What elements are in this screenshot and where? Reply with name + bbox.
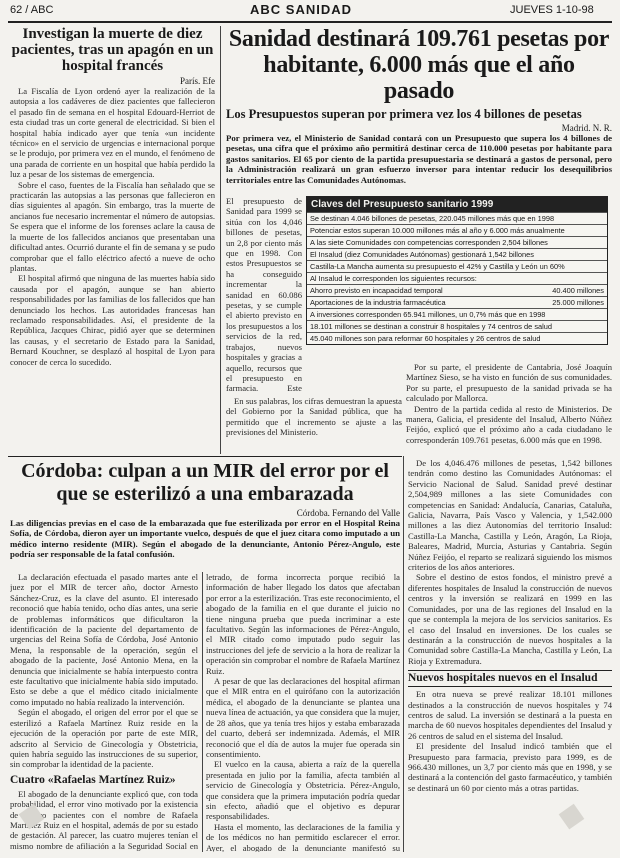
main-article-lead: Por primera vez, el Ministerio de Sanidad contará con un Presupuesto que supera los 4 billones de pesetas, una cifra que el próximo año permitirá destinar cerca de 110.000 pesetas por habitante para gastos sanitarios. El 65 por ciento de la partida presupuestaria se destinará a gastos de personal, pero la Administración realizará un gran esfuerzo inversor para intentar reducir los desequilibrios territoriales entre las Comunidades Autónomas. bbox=[226, 133, 612, 185]
budget-pair bbox=[307, 296, 607, 308]
cordoba-article-paragraph: El vuelco en la causa, abierta a raíz de la querella presentada en julio por la familia, afecta también al servicio de Ginecología y Obstetricia. Pérez-Angulo, que considera que la primera imputación podría quedar sin efecto, añadió que el objetivo es depurar responsabilidades. bbox=[206, 759, 400, 822]
main-article-paragraph: El presidente del Insalud indicó también que el Presupuesto para farmacia, previsto para 1999, es de 966.430 millones, un 3,7 por ciento más que en 1998, y se destinará a la contención del gasto farmacéutico, y también se destinará un 60 por ciento más a otras partidas. bbox=[408, 741, 612, 793]
main-article-subtitle: Los Presupuestos superan por primera vez los 4 billones de pesetas bbox=[226, 107, 582, 121]
left-article-byline: París. Efe bbox=[180, 76, 215, 86]
cordoba-article-header bbox=[10, 460, 400, 560]
budget-box-title: Claves del Presupuesto sanitario 1999 bbox=[307, 197, 607, 212]
main-article-paragraph: El presupuesto de Sanidad para 1999 se sitúa con los 4,046 billones de pesetas, un 2,8 por ciento más que en 1998. Con estos Presupuestos se ha conseguido incrementar la sanidad en 60.086 pesetas, y se cumple el abierto previsto en los presupuestos a los servicios de la red, trabajos, nuevos hospitales y gracias a aquello, recursos que el presupuesto en farmacia. Este bbox=[226, 196, 302, 394]
main-article-column bbox=[226, 396, 402, 450]
column-divider bbox=[202, 572, 203, 852]
main-article-paragraph: Sobre el destino de estos fondos, el ministro prevé a diferentes hospitales de Insalud la construcción de nuevos centros y la inversión se realizará en 1999 en las Comunidades, por una de las regiones del Insalud en la que se contempla la mejora de los servicios sanitarios. Es el caso del Insalud en inversiones. De los cuales se destinarán a la construcción de nuevos hospitales a la Comunidad sobre Castilla-La Mancha, Castilla y León, La Rioja y Extremadura. bbox=[408, 572, 612, 666]
main-article-title: Sanidad destinará 109.761 pesetas por habitante, 6.000 más que el año pasado bbox=[228, 26, 610, 104]
left-article-paragraph: El hospital afirmó que ninguna de las muertes había sido causada por el apagón, aunque se han abierto responsabilidades por las familias de los fallecidos que han denunciado los hechos. Las autoridades francesas han reclamado responsabilidades. Así, el presidente de la República, Jacques Chirac, pidió ayer que se determinen las causas, y el secretario de Estado para la Sanidad, Bernard Kouchner, se desplazó al hospital de Lyon para conocer de cerca lo sucedido. bbox=[10, 273, 215, 367]
budget-row: Se destinan 4.046 billones de pesetas, 220.045 millones más que en 1998 bbox=[307, 212, 607, 224]
budget-row: A las siete Comunidades con competencias corresponden 2,504 billones bbox=[307, 236, 607, 248]
cordoba-article-subhead: Cuatro «Rafaelas Martínez Ruiz» bbox=[10, 773, 176, 786]
main-article-paragraph: En otra nueva se prevé realizar 18.101 millones destinados a la construcción de nuevos hospitales y 74 centros de salud. La inversión se destinará a la puesta en marcha de 60 nuevos hospitales dependientes del Insalud y 26 centros de salud en el sistema del Insalud. bbox=[408, 689, 612, 741]
main-article-continuation bbox=[408, 458, 612, 852]
budget-pair-value: 40.400 millones bbox=[552, 286, 604, 295]
main-article-byline: Madrid. N. R. bbox=[561, 123, 612, 133]
budget-row: 45.040 millones son para reformar 60 hospitales y 26 centros de salud bbox=[307, 332, 607, 344]
budget-row: Al Insalud le corresponden los siguientes recursos: bbox=[307, 272, 607, 284]
budget-pair-value: 25.000 millones bbox=[552, 298, 604, 307]
main-article-paragraph: En sus palabras, los cifras demuestran la apuesta del Gobierno por la Sanidad pública, que ha permitido que el incremento se ajuste a las previsiones del Ministerio. bbox=[226, 396, 402, 438]
header-rule bbox=[8, 21, 612, 23]
cordoba-article-byline: Córdoba. Fernando del Valle bbox=[296, 508, 400, 518]
left-article-paragraph: Sobre el caso, fuentes de la Fiscalía han señalado que se practicarán las autopsias a las personas que fallecieron en días siguientes al apagón. Sin embargo, tras la muerte de ancianos fue necesario incrementar el número de autopsias. Se espera que el informe de los forenses aclare la causa de la muerte de los fallecidos ancianos que presentaban una dificultad antes. Ocurrió durante el fin de semana y se pudo comprobar que el fallo eléctrico afectó a nueve de ocho plantas. bbox=[10, 179, 215, 273]
main-article-subhead: Nuevos hospitales nuevos en el Insalud bbox=[408, 670, 612, 687]
cordoba-article-paragraph: A pesar de que las declaraciones del hospital afirman que el MIR entra en el quirófano con la autorización médica, el abogado de la denunciante se plantea una nueva línea de actuación, ya que considera que la mujer, de 28 años, que ya tenía tres hijos y estaba embarazada del cuarto, deberá ser indemnizada. Además, el MIR reconoció que el día de autos la mujer fue operada sin consentimiento. bbox=[206, 676, 400, 759]
left-article bbox=[10, 26, 215, 367]
cordoba-article-column bbox=[206, 572, 400, 852]
main-article-paragraph: Dentro de la partida cedida al resto de Ministerios. De manera, Galicia, el presidente del Insalud, Alberto Núñez Feijóo, explicó que el próximo año a cada ciudadano le corresponderán 109.761 pesetas, 6.000 más que en 1998. bbox=[406, 403, 612, 445]
section-title: ABC SANIDAD bbox=[250, 2, 352, 17]
cordoba-article-paragraph: Según el abogado, el origen del error por el que se esterilizó a Rafaela Martínez Ruiz reside en la ejecución de la operación por parte de este MIR, adscrito al Servicio de Ginecología y Obstetricia, quien habría seguido las instrucciones de su superior, sin comprobar la identidad de la paciente. bbox=[10, 707, 198, 770]
main-article-paragraph: De los 4,046.476 millones de pesetas, 1,542 billones tendrán como destino las Comunidades Autónomas: el Servicio Nacional de Salud. Sanidad prevé destinar 2,504,989 millones a las siete Comunidades con competencias en Sanidad: Andalucía, Canarias, Cataluña, Galicia, Navarra, País Vasco y Valencia, y 1,542.000 millones a las diez Autonomías del territorio Insalud: Castilla-La Mancha, Castilla y León, Aragón, La Rioja, Baleares, Madrid, Murcia, Asturias y Cantabria. Según Núñez Feijóo, el reparto se realizará siguiendo los mismos criterios de los años anteriores. bbox=[408, 458, 612, 573]
budget-row: A inversiones corresponden 65.941 millones, un 0,7% más que en 1998 bbox=[307, 308, 607, 320]
watermark-mark: ■ bbox=[9, 792, 53, 840]
column-divider bbox=[403, 456, 404, 852]
cordoba-article-paragraph: La declaración efectuada el pasado martes ante el juez por el MIR de tercer año, doctor Arnesto Sánchez-Cruz, es la clave del asunto. El interesado reconoció que había tenido, ocho días antes, una serie de problemas informáticos que dificultaron la identificación de la paciente del departamento de urgencias del Reina Sofía de Córdoba, José Antonio Mena, la responsable de la operación, según el abogado de la paciente, José Antonio Mena, en la denuncia que inicialmente se había interpuesto contra este facultativo que inicialmente había sido imputado. Esto se debe a que el médico citado inicialmente como imputado no había realizado la intervención. bbox=[10, 572, 198, 707]
cordoba-article-lead: Las diligencias previas en el caso de la embarazada que fue esterilizada por error en el Hospital Reina Sofía, de Córdoba, dieron ayer un importante vuelco, después de que el juez citara como imputado a un médico interno residente (MIR). Según el abogado de la denunciante, Antonio Pérez-Angulo, este podría ser responsable de la fatal confusión. bbox=[10, 518, 400, 560]
budget-pair bbox=[307, 284, 607, 296]
cordoba-article-paragraph: letrado, de forma incorrecta porque recibió la información de haber llegado los datos que afectaban por error a la esterilización. Tras este reconocimiento, el abogado de la familia en el que durante el juicio no tiene ninguna prueba que pueda incriminar a este facultativo. Según las informaciones de Pérez-Angulo, el MIR citado como imputado pudo seguir las instrucciones del jefe de servicio a la hora de realizar la operación sin comprobar el nombre de Rafaela Martínez Ruiz. bbox=[206, 572, 400, 676]
column-divider bbox=[220, 26, 221, 454]
cordoba-article-paragraph: El abogado de la denunciante explicó que, con toda probabilidad, el error vino motivado por la existencia de cuatro pacientes con el nombre de Rafaela Martínez Ruiz en el hospital, además de por su estado de gestación. Al parecer, las cuatro mujeres tenían el mismo nombre de afiliación a la Seguridad Social en bbox=[10, 788, 198, 851]
main-article-header bbox=[226, 26, 612, 185]
main-article-column bbox=[226, 196, 302, 394]
budget-row: Castilla-La Mancha aumenta su presupuesto el 42% y Castilla y León un 60% bbox=[307, 260, 607, 272]
page-number: 62 / ABC bbox=[10, 4, 54, 16]
section-rule bbox=[8, 456, 402, 457]
cordoba-article-title: Córdoba: culpan a un MIR del error por el que se esterilizó a una embarazada bbox=[21, 460, 389, 505]
budget-row: Potenciar estos superan 10.000 millones más al año y 6.000 más anualmente bbox=[307, 224, 607, 236]
budget-pair-label: Ahorro previsto en incapacidad temporal bbox=[310, 286, 443, 295]
left-article-paragraph: La Fiscalía de Lyon ordenó ayer la realización de la autopsia a los cadáveres de diez pacientes que fallecieron el pasado fin de semana en el hospital Edouard-Herriot de esta ciudad tras un corte general de electricidad. Si bien el hospital había indicado ayer que tenía «un incidente técnico» en el servicio de urgencias e internacional porque se le produjo, por primera vez en el mundo, el fenómeno de una parada de corriente en un hospital que había perdido la luz a pesar de los sistemas de emergencia. bbox=[10, 86, 215, 180]
issue-date: JUEVES 1-10-98 bbox=[510, 4, 594, 16]
budget-row: 18.101 millones se destinan a construir 8 hospitales y 74 centros de salud bbox=[307, 320, 607, 332]
budget-pair-label: Aportaciones de la industria farmacéutica bbox=[310, 298, 446, 307]
main-article-column bbox=[406, 362, 612, 454]
budget-row: El Insalud (diez Comunidades Autónomas) gestionará 1,542 billones bbox=[307, 248, 607, 260]
left-article-title: Investigan la muerte de diez pacientes, tras un apagón en un hospital francés bbox=[11, 26, 214, 74]
watermark-mark: ■ bbox=[549, 792, 593, 840]
budget-box bbox=[306, 196, 608, 345]
main-article-paragraph: Por su parte, el presidente de Cantabria, José Joaquín Martínez Sieso, se ha visto en función de sus comunidades. Por su parte, el presupuesto de la sanidad privada se ha calculado por Mallorca. bbox=[406, 362, 612, 404]
cordoba-article-paragraph: Hasta el momento, las declaraciones de la familia y de los médicos no han permitido esclarecer el error. Ayer, el abogado de la denunciante manifestó su bbox=[206, 821, 400, 852]
